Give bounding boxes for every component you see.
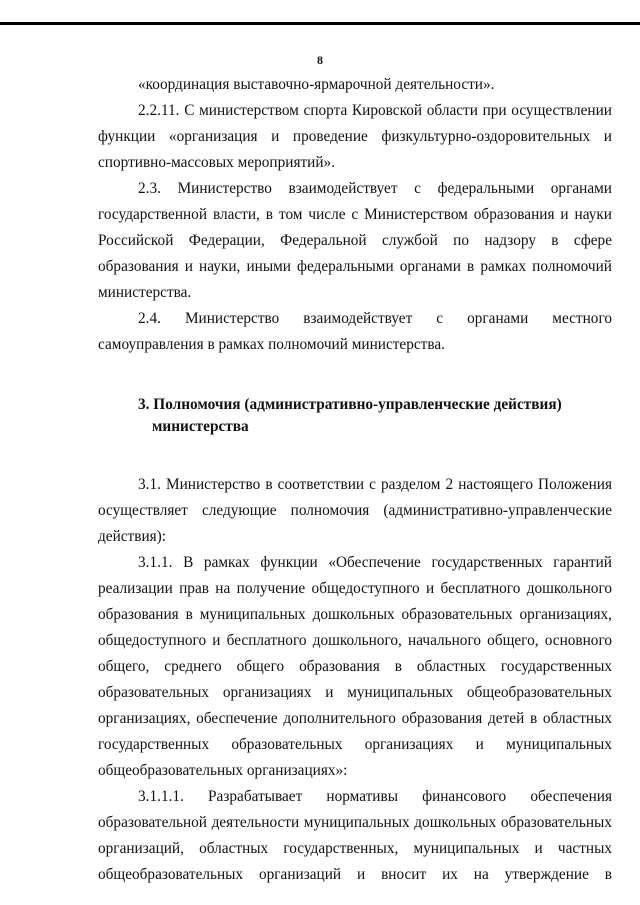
paragraph-3-1-1: 3.1.1. В рамках функции «Обеспечение государственных гарантий реализации прав на получение общедоступного и бесплатного дошкольного образования в муниципальных дошкольных образовательных организациях, общедоступного и бесплатного дошкольного, начального общего, основного общего, среднего общего образования в областных государственных образовательных организациях и муниципальных общеобразовательных организациях, обеспечение дополнительного образования детей в областных государственных образовательных организациях и муниципальных общеобразовательных организациях»: bbox=[98, 554, 612, 779]
paragraph-continuation: «координация выставочно-ярмарочной деятельности». bbox=[138, 76, 495, 93]
section-3-heading bbox=[98, 394, 612, 438]
paragraph-2-2-11: 2.2.11. С министерством спорта Кировской области при осуществлении функции «организация и проведение физкультурно-оздоровительных и спортивно-массовых мероприятий». bbox=[98, 102, 612, 171]
document-body bbox=[98, 72, 612, 888]
paragraph-2-3: 2.3. Министерство взаимодействует с федеральными органами государственной власти, в том числе с Министерством образования и науки Российской Федерации, Федеральной службой по надзору в сфере образования и науки, иными федеральными органами в рамках полномочий министерства. bbox=[98, 180, 612, 301]
top-border-line bbox=[0, 22, 640, 25]
paragraph-3-1-1-1: 3.1.1.1. Разрабатывает нормативы финансового обеспечения образовательной деятельности муниципальных дошкольных образовательных организаций, областных государственных, муниципальных и частных общеобразовательных организаций и вносит их на утверждение в bbox=[98, 788, 612, 883]
paragraph-3-1: 3.1. Министерство в соответствии с разделом 2 настоящего Положения осуществляет следующие полномочия (административно-управленческие действия): bbox=[98, 476, 612, 545]
section-3-heading-line2: министерства bbox=[152, 418, 249, 435]
section-3-heading-line1: 3. Полномочия (административно-управленческие действия) bbox=[138, 396, 562, 413]
page-number: 8 bbox=[317, 53, 323, 67]
paragraph-2-4: 2.4. Министерство взаимодействует с органами местного самоуправления в рамках полномочий министерства. bbox=[98, 310, 612, 353]
